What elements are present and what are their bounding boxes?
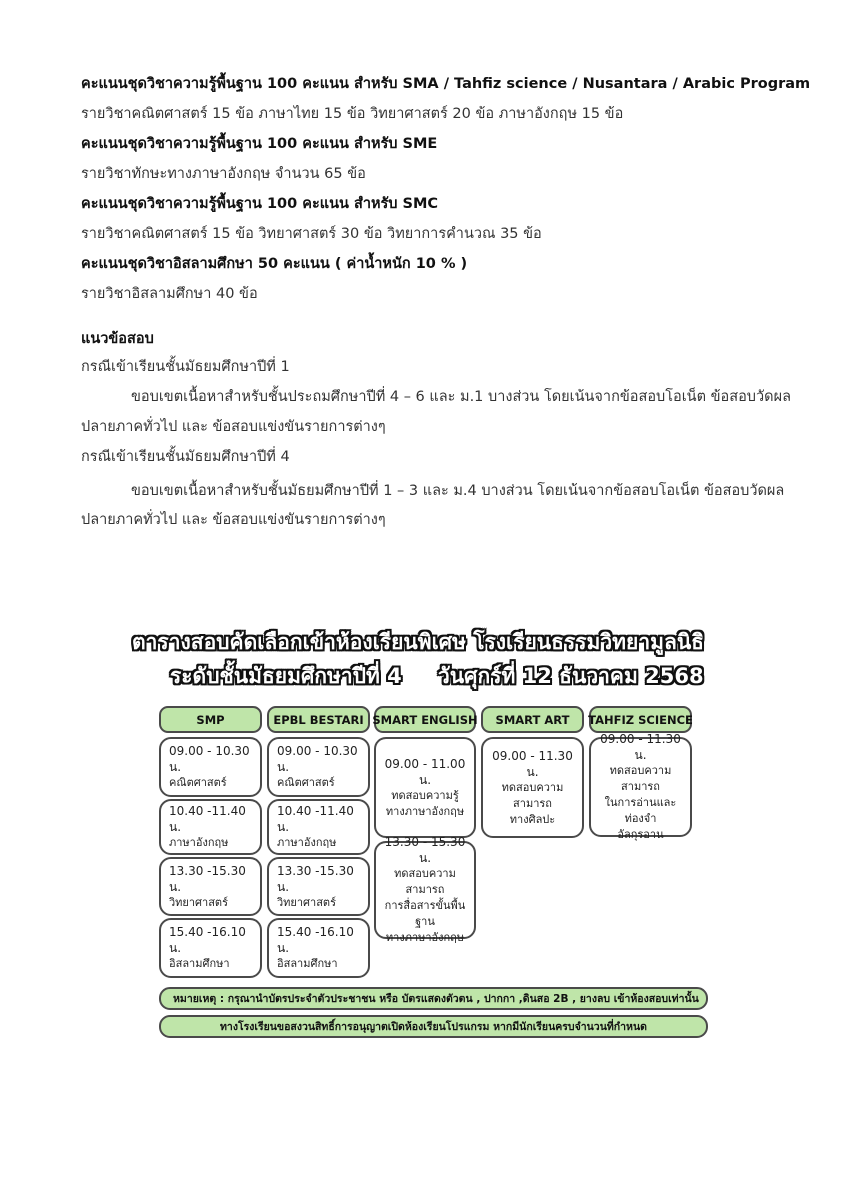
slot-desc: ทดสอบความสามารถ (501, 780, 564, 810)
slot-time: 15.40 -16.10 น. (277, 925, 354, 955)
criteria-detail-smc: รายวิชาคณิตศาสตร์ 15 ข้อ วิทยาศาสตร์ 30 ข้อ วิทยาการคำนวณ 35 ข้อ (81, 226, 542, 242)
smp-slot-3 (159, 857, 262, 916)
slot-subject: คณิตศาสตร์ (169, 776, 227, 789)
slot-time: 13.30 -15.30 น. (277, 863, 354, 894)
schedule-title: ตารางสอบคัดเลือกเข้าห้องเรียนพิเศษ โรงเรียนธรรมวิทยามูลนิธิ (132, 630, 704, 654)
english-slot-2 (374, 835, 476, 944)
guidelines-m1-case: กรณีเข้าเรียนชั้นมัธยมศึกษาปีที่ 1 (81, 359, 290, 375)
slot-subject: คณิตศาสตร์ (277, 776, 335, 789)
guidelines-title: แนวข้อสอบ (81, 331, 154, 347)
slot-time: 09.00 - 11.00 น. (384, 756, 466, 787)
slot-time: 13.30 - 15.30 น. (384, 835, 466, 865)
slot-desc: ทดสอบความสามารถ (609, 764, 672, 793)
slot-time: 09.00 - 10.30 น. (169, 744, 250, 774)
schedule-level: ระดับชั้นมัธยมศึกษาปีที่ 4 (170, 664, 402, 688)
slot-subject: อิสลามศึกษา (169, 957, 230, 970)
slot-desc: ทางศิลปะ (509, 812, 556, 826)
criteria-heading-islamic: คะแนนชุดวิชาอิสลามศึกษา 50 คะแนน ( ค่าน้ำหนัก 10 % ) (81, 256, 468, 272)
english-slot-1 (374, 737, 476, 838)
criteria-heading-smc: คะแนนชุดวิชาความรู้พื้นฐาน 100 คะแนน สำหรับ SMC (81, 196, 439, 212)
header-smart-art: SMART ART (481, 706, 584, 733)
guidelines-m4-line2: ปลายภาคทั่วไป และ ข้อสอบแข่งขันรายการต่างๆ (81, 512, 386, 528)
header-smart-english: SMART ENGLISH (374, 706, 476, 733)
guidelines-m1-line1: ขอบเขตเนื้อหาสำหรับชั้นประถมศึกษาปีที่ 4 – 6 และ ม.1 บางส่วน โดยเน้นจากข้อสอบโอเน็ต ข้อสอบวัดผล (131, 389, 791, 405)
criteria-heading-sma: คะแนนชุดวิชาความรู้พื้นฐาน 100 คะแนน สำหรับ SMA / Tahfiz science / Nusantara / Arabic Program (81, 76, 811, 92)
criteria-heading-sme: คะแนนชุดวิชาความรู้พื้นฐาน 100 คะแนน สำหรับ SME (81, 136, 438, 152)
smp-slot-2 (159, 799, 262, 855)
slot-subject: วิทยาศาสตร์ (169, 895, 228, 909)
slot-subject: อิสลามศึกษา (277, 957, 338, 970)
slot-time: 15.40 -16.10 น. (169, 925, 246, 955)
slot-desc: การสื่อสารขั้นพื้นฐาน (384, 899, 466, 928)
slot-subject: วิทยาศาสตร์ (277, 895, 336, 909)
slot-time: 10.40 -11.40 น. (169, 804, 246, 834)
slot-subject: ภาษาอังกฤษ (169, 836, 229, 849)
slot-desc: ทางภาษาอังกฤษ (385, 804, 465, 818)
reserve-note: ทางโรงเรียนขอสงวนสิทธิ์การอนุญาตเปิดห้องเรียนโปรแกรม หากมีนักเรียนครบจำนวนที่กำหนด (159, 1015, 708, 1038)
slot-desc: ทดสอบความรู้ (391, 788, 459, 802)
criteria-detail-islamic: รายวิชาอิสลามศึกษา 40 ข้อ (81, 286, 258, 302)
slot-desc: ในการอ่านและท่องจำ (604, 796, 677, 825)
slot-time: 09.00 - 11.30 น. (492, 748, 573, 779)
slot-subject: ภาษาอังกฤษ (277, 836, 337, 849)
guidelines-m1-line2: ปลายภาคทั่วไป และ ข้อสอบแข่งขันรายการต่างๆ (81, 419, 386, 435)
header-tahfiz-science: TAHFIZ SCIENCE (589, 706, 692, 733)
guidelines-m4-line1: ขอบเขตเนื้อหาสำหรับชั้นมัธยมศึกษาปีที่ 1 – 3 และ ม.4 บางส่วน โดยเน้นจากข้อสอบโอเน็ต ข้อสอบวัดผล (131, 483, 785, 499)
tahfiz-slot-1 (589, 732, 692, 841)
exam-note: หมายเหตุ : กรุณานำบัตรประจำตัวประชาชน หรือ บัตรแสดงตัวตน , ปากกา ,ดินสอ 2B , ยางลบ เข้าห้องสอบเท่านั้น (159, 987, 708, 1010)
slot-desc: ทางภาษาอังกฤษ (385, 931, 465, 944)
smp-slot-4 (159, 918, 262, 978)
art-slot-1 (481, 737, 584, 838)
criteria-detail-sme: รายวิชาทักษะทางภาษาอังกฤษ จำนวน 65 ข้อ (81, 166, 366, 182)
header-smp: SMP (159, 706, 262, 733)
slot-time: 09.00 - 10.30 น. (277, 744, 358, 774)
epbl-slot-1 (267, 737, 370, 797)
epbl-slot-2 (267, 799, 370, 855)
criteria-detail-sma: รายวิชาคณิตศาสตร์ 15 ข้อ ภาษาไทย 15 ข้อ วิทยาศาสตร์ 20 ข้อ ภาษาอังกฤษ 15 ข้อ (81, 106, 624, 122)
slot-time: 09.00 - 11.30 น. (600, 732, 681, 762)
epbl-slot-4 (267, 918, 370, 978)
smp-slot-1 (159, 737, 262, 797)
guidelines-m4-case: กรณีเข้าเรียนชั้นมัธยมศึกษาปีที่ 4 (81, 449, 290, 465)
schedule-date: วันศุกร์ที่ 12 ธันวาคม 2568 (438, 664, 704, 688)
slot-desc: ทดสอบความสามารถ (394, 867, 456, 896)
slot-desc: อัลกุรอาน (617, 828, 664, 841)
header-epbl-bestari: EPBL BESTARI (267, 706, 370, 733)
slot-time: 10.40 -11.40 น. (277, 804, 354, 834)
epbl-slot-3 (267, 857, 370, 916)
slot-time: 13.30 -15.30 น. (169, 863, 246, 894)
